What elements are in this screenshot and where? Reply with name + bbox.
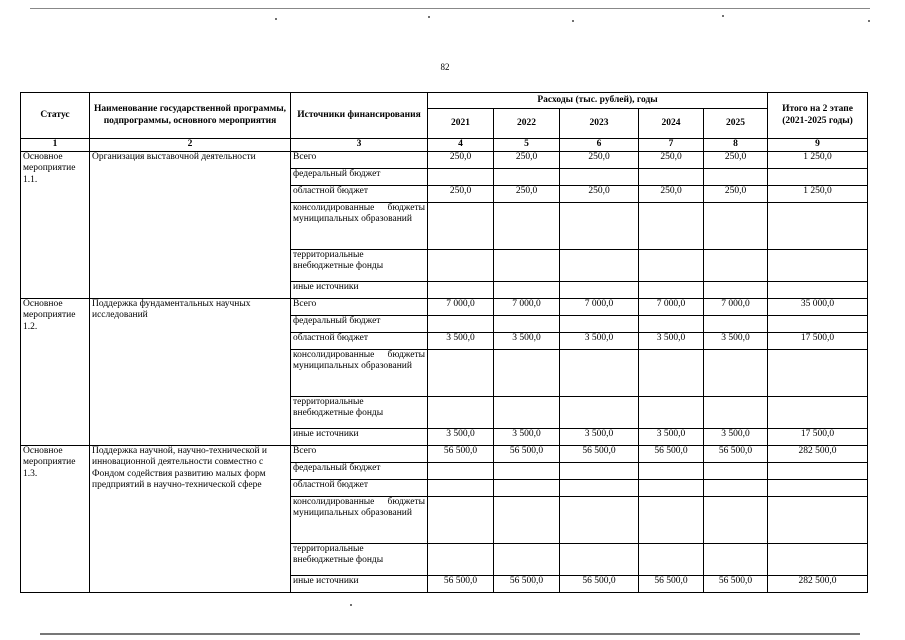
funding-source: федеральный бюджет xyxy=(291,463,428,480)
funding-source: областной бюджет xyxy=(291,480,428,497)
year-value xyxy=(428,480,494,497)
column-index: 1 xyxy=(21,139,90,152)
year-value: 250,0 xyxy=(428,186,494,203)
year-value: 7 000,0 xyxy=(639,299,704,316)
scan-line-bottom xyxy=(40,633,860,635)
scan-line-top xyxy=(30,8,870,9)
year-value xyxy=(639,350,704,397)
column-index: 3 xyxy=(291,139,428,152)
total-value xyxy=(768,350,868,397)
year-value xyxy=(428,282,494,299)
total-value xyxy=(768,169,868,186)
year-value xyxy=(428,316,494,333)
year-value xyxy=(428,203,494,250)
funding-source: территориальные внебюджетные фонды xyxy=(291,397,428,429)
year-value xyxy=(704,250,768,282)
header-total: Итого на 2 этапе (2021-2025 годы) xyxy=(768,93,868,139)
total-value xyxy=(768,463,868,480)
scan-dot xyxy=(428,16,430,18)
year-value xyxy=(704,497,768,544)
year-value xyxy=(494,203,560,250)
funding-source: федеральный бюджет xyxy=(291,169,428,186)
year-value: 56 500,0 xyxy=(639,446,704,463)
year-value xyxy=(704,316,768,333)
year-value xyxy=(639,203,704,250)
year-value xyxy=(494,282,560,299)
year-value xyxy=(639,250,704,282)
year-value xyxy=(560,203,639,250)
year-value xyxy=(560,316,639,333)
year-value xyxy=(560,350,639,397)
year-value: 250,0 xyxy=(560,152,639,169)
year-value xyxy=(428,250,494,282)
year-value xyxy=(494,350,560,397)
funding-source: консолидированные бюджеты муниципальных образований xyxy=(291,497,428,544)
year-value: 7 000,0 xyxy=(560,299,639,316)
year-value xyxy=(704,169,768,186)
year-value xyxy=(704,397,768,429)
funding-source: иные источники xyxy=(291,429,428,446)
budget-table-body xyxy=(21,152,868,593)
header-year: 2024 xyxy=(639,109,704,139)
year-value xyxy=(560,282,639,299)
year-value xyxy=(704,350,768,397)
total-value: 17 500,0 xyxy=(768,429,868,446)
measure-name: Поддержка фундаментальных научных исследований xyxy=(90,299,291,446)
year-value: 56 500,0 xyxy=(428,446,494,463)
year-value xyxy=(494,480,560,497)
year-value xyxy=(428,169,494,186)
year-value xyxy=(428,397,494,429)
table-row xyxy=(21,152,868,169)
year-value: 56 500,0 xyxy=(560,446,639,463)
year-value: 3 500,0 xyxy=(639,333,704,350)
column-index: 6 xyxy=(560,139,639,152)
funding-source: консолидированные бюджеты муниципальных образований xyxy=(291,203,428,250)
page-number: 82 xyxy=(440,62,450,72)
funding-source: областной бюджет xyxy=(291,186,428,203)
funding-source: Всего xyxy=(291,446,428,463)
header-year: 2022 xyxy=(494,109,560,139)
year-value xyxy=(428,497,494,544)
year-value: 3 500,0 xyxy=(494,429,560,446)
year-value: 250,0 xyxy=(428,152,494,169)
year-value: 3 500,0 xyxy=(494,333,560,350)
total-value xyxy=(768,397,868,429)
year-value: 56 500,0 xyxy=(494,446,560,463)
total-value xyxy=(768,250,868,282)
year-value: 3 500,0 xyxy=(428,429,494,446)
year-value xyxy=(494,316,560,333)
year-value xyxy=(639,480,704,497)
header-year: 2021 xyxy=(428,109,494,139)
measure-status: Основное мероприятие 1.3. xyxy=(21,446,90,593)
funding-source: территориальные внебюджетные фонды xyxy=(291,544,428,576)
funding-source: областной бюджет xyxy=(291,333,428,350)
measure-status: Основное мероприятие 1.2. xyxy=(21,299,90,446)
year-value xyxy=(560,250,639,282)
year-value xyxy=(428,544,494,576)
header-program-name: Наименование государственной программы, подпрограммы, основного мероприятия xyxy=(90,93,291,139)
year-value: 56 500,0 xyxy=(494,576,560,593)
year-value xyxy=(494,544,560,576)
year-value xyxy=(560,480,639,497)
header-year: 2023 xyxy=(560,109,639,139)
year-value: 56 500,0 xyxy=(428,576,494,593)
funding-source: консолидированные бюджеты муниципальных образований xyxy=(291,350,428,397)
year-value xyxy=(494,250,560,282)
year-value xyxy=(639,169,704,186)
year-value xyxy=(494,397,560,429)
year-value: 7 000,0 xyxy=(704,299,768,316)
header-expenses: Расходы (тыс. рублей), годы xyxy=(428,93,768,109)
year-value xyxy=(704,203,768,250)
year-value xyxy=(560,497,639,544)
total-value: 282 500,0 xyxy=(768,576,868,593)
column-index: 5 xyxy=(494,139,560,152)
year-value xyxy=(639,282,704,299)
total-value xyxy=(768,544,868,576)
year-value xyxy=(494,463,560,480)
header-year: 2025 xyxy=(704,109,768,139)
total-value: 1 250,0 xyxy=(768,186,868,203)
scan-dot xyxy=(275,18,277,20)
funding-source: иные источники xyxy=(291,282,428,299)
year-value: 7 000,0 xyxy=(428,299,494,316)
year-value xyxy=(639,316,704,333)
year-value: 3 500,0 xyxy=(639,429,704,446)
measure-name: Поддержка научной, научно-технической и инновационной деятельности совместно с Фондом содействия развитию малых форм предприятий в научно-технической сфере xyxy=(90,446,291,593)
year-value: 250,0 xyxy=(704,186,768,203)
year-value: 56 500,0 xyxy=(704,576,768,593)
year-value: 3 500,0 xyxy=(560,429,639,446)
measure-status: Основное мероприятие 1.1. xyxy=(21,152,90,299)
total-value: 1 250,0 xyxy=(768,152,868,169)
header-status: Статус xyxy=(21,93,90,139)
column-index: 9 xyxy=(768,139,868,152)
year-value xyxy=(639,497,704,544)
funding-source: Всего xyxy=(291,299,428,316)
funding-source: Всего xyxy=(291,152,428,169)
total-value xyxy=(768,316,868,333)
total-value: 282 500,0 xyxy=(768,446,868,463)
year-value xyxy=(639,463,704,480)
year-value xyxy=(560,169,639,186)
year-value: 3 500,0 xyxy=(560,333,639,350)
total-value: 35 000,0 xyxy=(768,299,868,316)
funding-source: иные источники xyxy=(291,576,428,593)
column-index: 4 xyxy=(428,139,494,152)
year-value xyxy=(560,397,639,429)
year-value: 3 500,0 xyxy=(704,429,768,446)
table-row xyxy=(21,299,868,316)
year-value xyxy=(560,544,639,576)
funding-source: территориальные внебюджетные фонды xyxy=(291,250,428,282)
column-index: 2 xyxy=(90,139,291,152)
scan-dot xyxy=(350,604,352,606)
column-index: 8 xyxy=(704,139,768,152)
year-value xyxy=(639,397,704,429)
total-value xyxy=(768,497,868,544)
year-value: 250,0 xyxy=(560,186,639,203)
year-value xyxy=(639,544,704,576)
scan-dot xyxy=(722,15,724,17)
total-value xyxy=(768,480,868,497)
measure-name: Организация выставочной деятельности xyxy=(90,152,291,299)
year-value xyxy=(704,480,768,497)
year-value: 56 500,0 xyxy=(639,576,704,593)
column-index: 7 xyxy=(639,139,704,152)
table-row xyxy=(21,446,868,463)
year-value xyxy=(560,463,639,480)
year-value: 3 500,0 xyxy=(704,333,768,350)
year-value xyxy=(428,463,494,480)
year-value xyxy=(704,282,768,299)
year-value: 250,0 xyxy=(704,152,768,169)
total-value: 17 500,0 xyxy=(768,333,868,350)
year-value: 56 500,0 xyxy=(560,576,639,593)
year-value: 250,0 xyxy=(494,152,560,169)
budget-table xyxy=(20,92,868,593)
scan-dot xyxy=(868,20,870,22)
year-value: 7 000,0 xyxy=(494,299,560,316)
year-value xyxy=(494,169,560,186)
year-value: 250,0 xyxy=(639,152,704,169)
year-value: 3 500,0 xyxy=(428,333,494,350)
year-value xyxy=(704,463,768,480)
total-value xyxy=(768,203,868,250)
year-value: 56 500,0 xyxy=(704,446,768,463)
year-value xyxy=(704,544,768,576)
funding-source: федеральный бюджет xyxy=(291,316,428,333)
header-sources: Источники финансирования xyxy=(291,93,428,139)
year-value: 250,0 xyxy=(639,186,704,203)
total-value xyxy=(768,282,868,299)
year-value: 250,0 xyxy=(494,186,560,203)
year-value xyxy=(428,350,494,397)
scan-dot xyxy=(572,20,574,22)
year-value xyxy=(494,497,560,544)
